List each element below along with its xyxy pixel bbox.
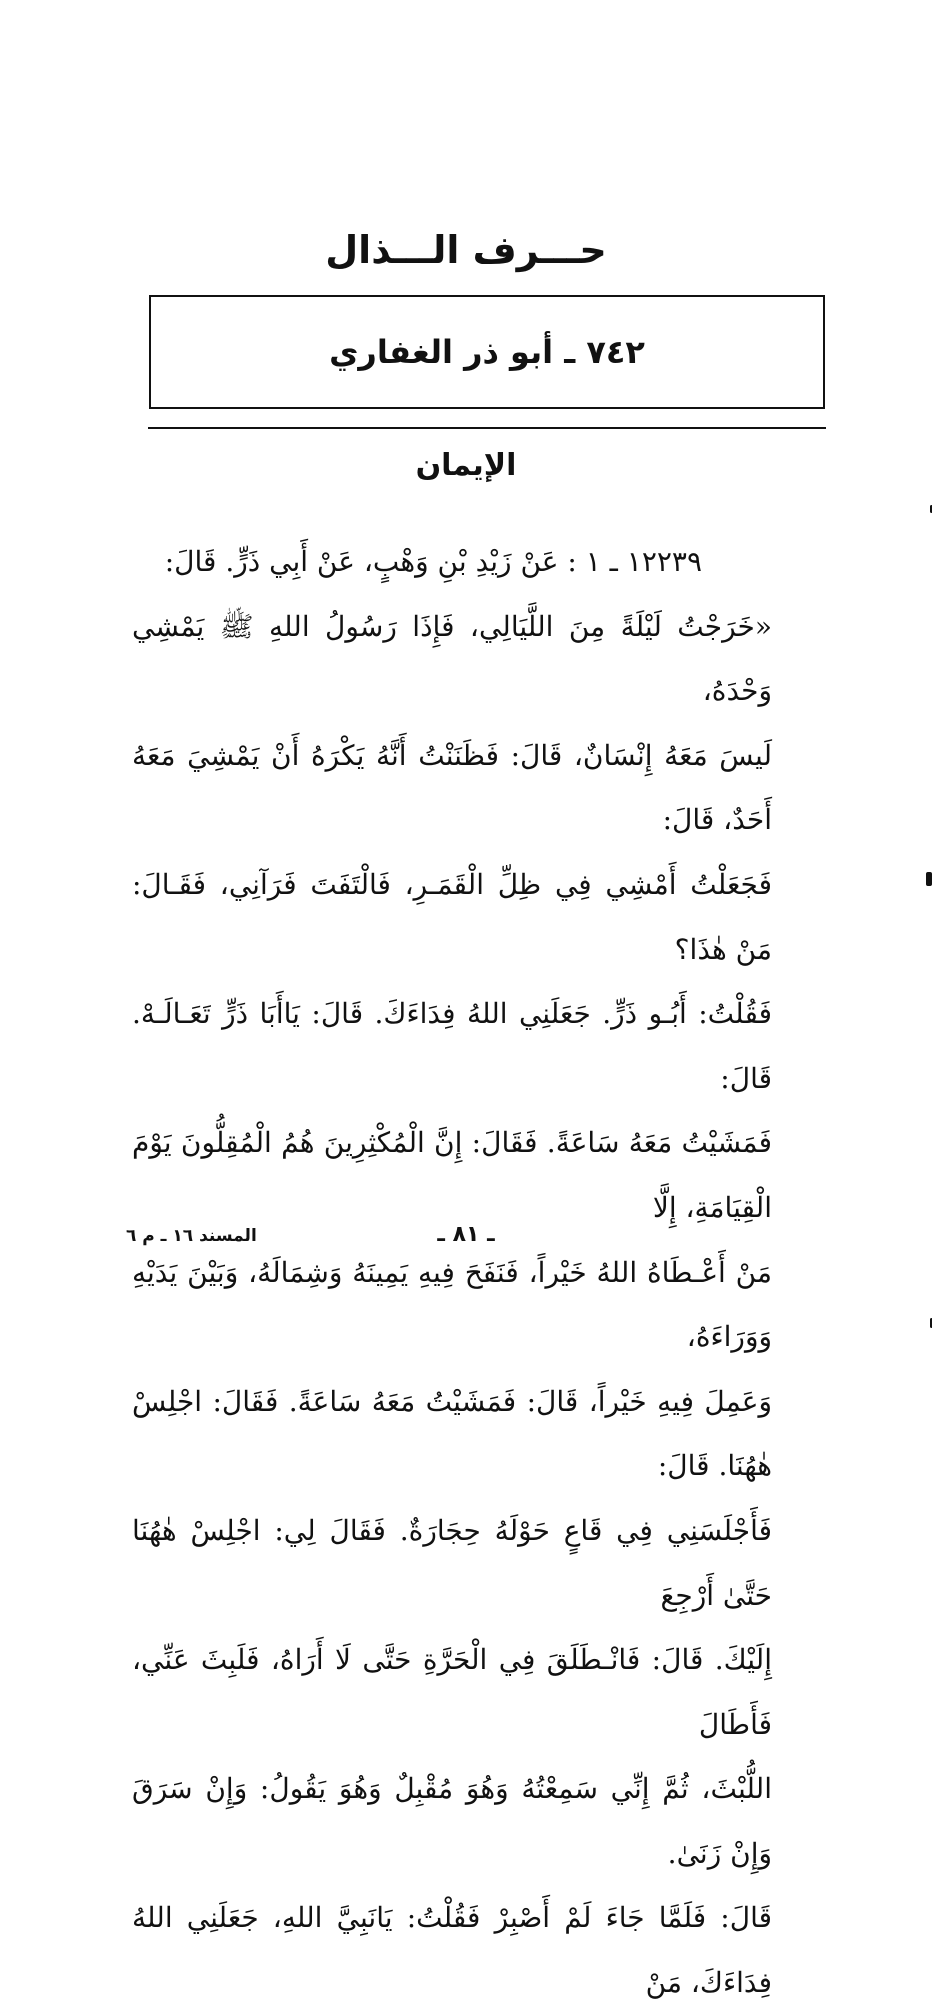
text-line: فَمَشَيْتُ مَعَهُ سَاعَةً. فَقَالَ: إِنَّ الْمُكْثِرِينَ هُمُ الْمُقِلُّونَ يَوْمَ الْقِيَامَةِ، إِلَّا	[132, 1126, 772, 1224]
text-line: مَنْ أَعْـطَاهُ اللهُ خَيْراً، فَنَفَحَ فِيهِ يَمِينَهُ وَشِمَالَهُ، وَبَيْنَ يَدَيْهِ وَوَرَاءَهُ،	[132, 1255, 772, 1354]
signature-mark: المسند ١٦ ـ م ٦	[126, 1226, 257, 1246]
text-line: وَعَمِلَ فِيهِ خَيْراً، قَالَ: فَمَشَيْتُ مَعَهُ سَاعَةً. فَقَالَ: اجْلِسْ هٰهُنَا. قَالَ:	[132, 1384, 772, 1483]
page-number: ـ ٨١ ـ	[437, 1222, 495, 1247]
text-line: قَالَ: فَلَمَّا جَاءَ لَمْ أَصْبِرْ فَقُلْتُ: يَانَبِيَّ اللهِ، جَعَلَنِي اللهُ فِدَاءَكَ، مَنْ	[132, 1901, 772, 2000]
text-line: ١٢٢٣٩ ـ ١ : عَنْ زَيْدِ بْنِ وَهْبٍ، عَنْ أَبِي ذَرٍّ. قَالَ:	[164, 545, 702, 578]
text-line: لَيسَ مَعَهُ إِنْسَانٌ، قَالَ: فَظَنَنْتُ أَنَّهُ يَكْرَهُ أَنْ يَمْشِيَ مَعَهُ أَحَدٌ، قَالَ:	[132, 738, 772, 837]
text-line: فَأَجْلَسَنِي فِي قَاعٍ حَوْلَهُ حِجَارَةٌ. فَقَالَ لِي: اجْلِسْ هٰهُنَا حَتَّىٰ أَرْجِعَ	[132, 1513, 772, 1612]
text-line: إِلَيْكَ. قَالَ: فَانْـطَلَقَ فِي الْحَرَّةِ حَتَّى لَا أَرَاهُ، فَلَبِثَ عَنِّي، فَأَطَالَ	[132, 1643, 772, 1741]
hadith-text	[132, 530, 772, 2016]
heading-box	[149, 295, 825, 409]
horizontal-rule	[148, 427, 826, 429]
text-line: فَقُلْتُ: أَبُـو ذَرٍّ. جَعَلَنِي اللهُ فِدَاءَكَ. قَالَ: يَاأَبَا ذَرٍّ تَعَـالَـهْ. قَالَ:	[132, 997, 772, 1095]
text-line: اللُّبْثَ، ثُمَّ إِنِّي سَمِعْتُهُ وَهُوَ مُقْبِلٌ وَهُوَ يَقُولُ: وَإِنْ سَرَقَ وَإِنْ زَنَىٰ.	[132, 1772, 772, 1870]
section-title: الإيمان	[415, 448, 517, 483]
boxed-heading: ٧٤٢ ـ أبو ذر الغفاري	[329, 333, 645, 371]
text-line: «خَرَجْتُ لَيْلَةً مِنَ اللَّيَالِي، فَإِذَا رَسُولُ اللهِ ﷺ يَمْشِي وَحْدَهُ،	[132, 609, 772, 708]
text-line: فَجَعَلْتُ أَمْشِي فِي ظِلِّ الْقَمَـرِ، فَالْتَفَتَ فَرَآنِي، فَقَـالَ: مَنْ هٰذَا؟	[132, 867, 772, 966]
scan-edge-mark	[926, 872, 932, 886]
chapter-title: حـــرف الـــذال	[325, 228, 607, 272]
